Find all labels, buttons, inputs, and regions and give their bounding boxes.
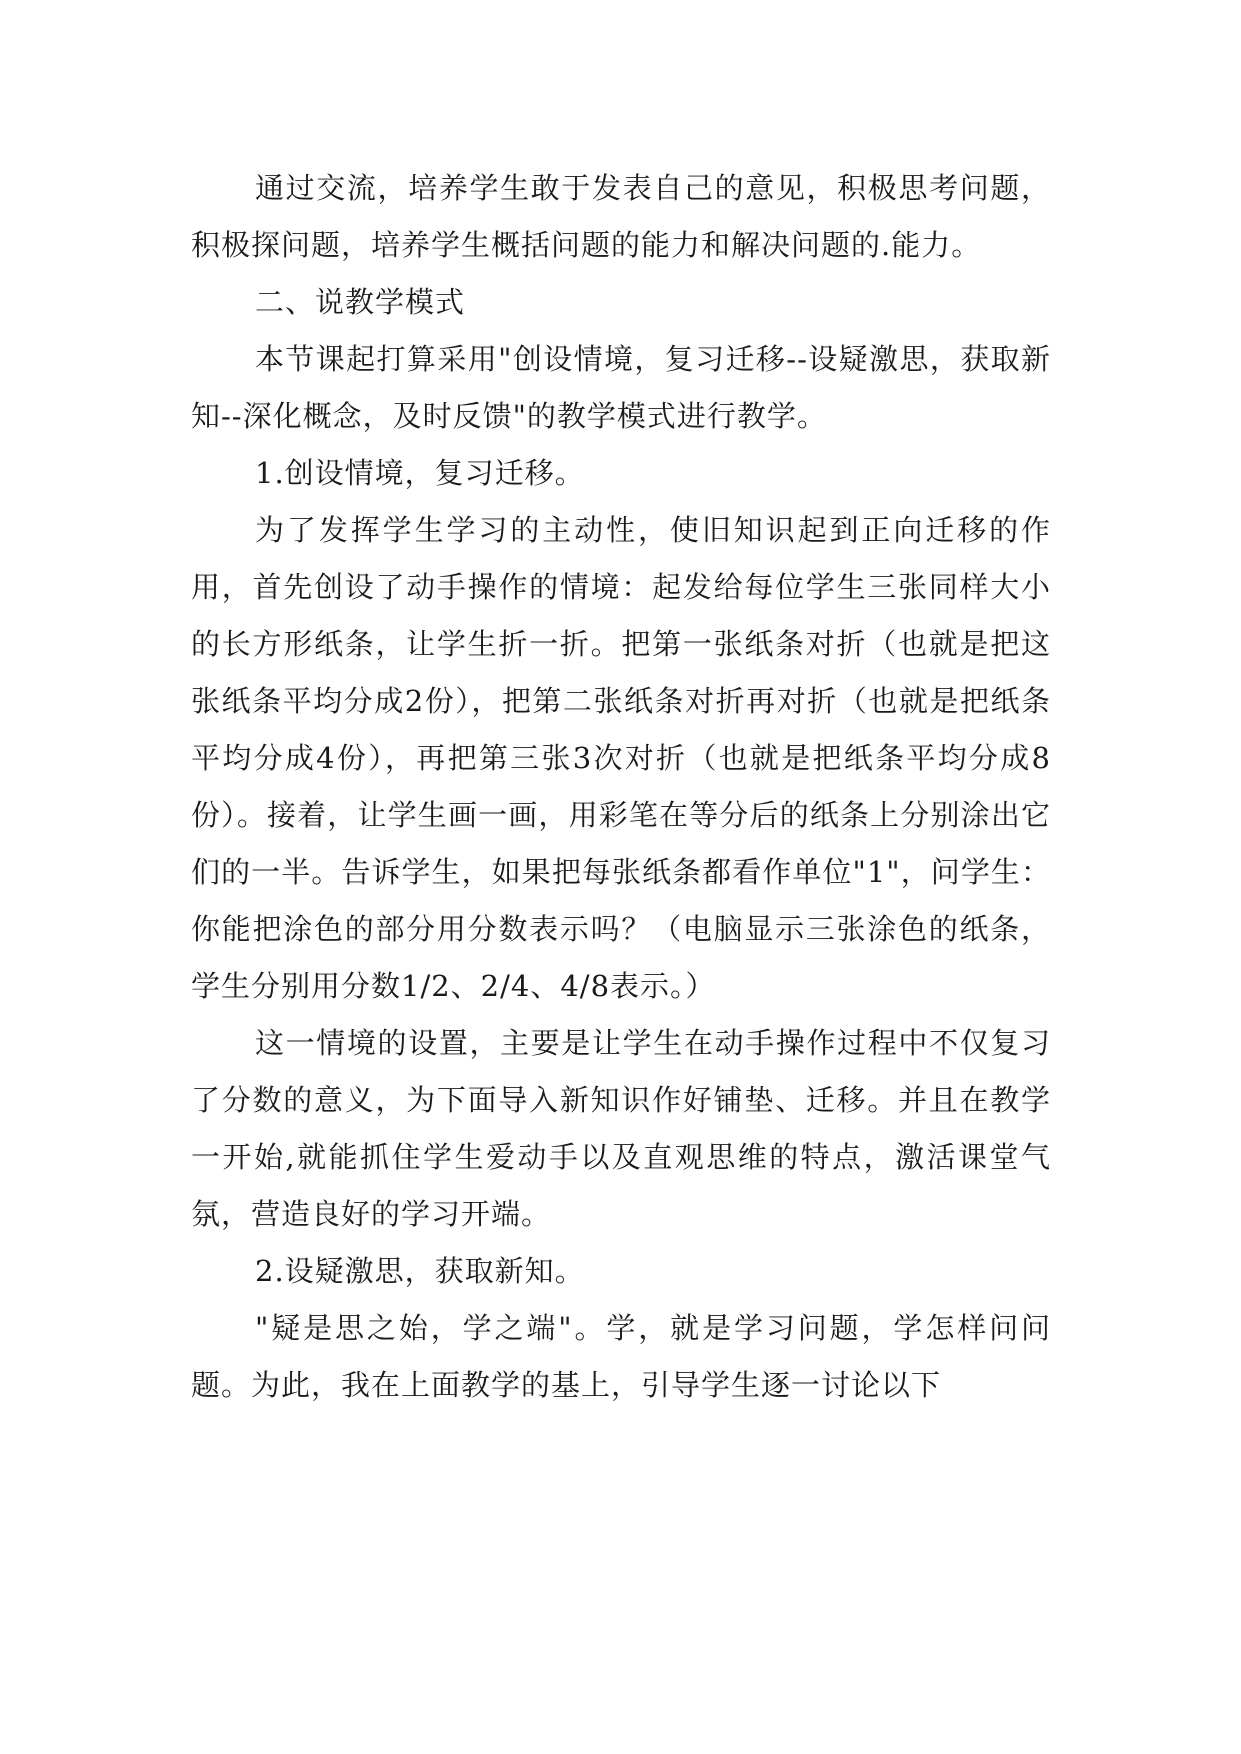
section-heading-teaching-mode: 二、说教学模式: [255, 285, 466, 319]
paragraph-teaching-mode: 本节课起打算采用"创设情境，复习迁移--设疑激思，获取新知--深化概念，及时反馈"的教学模式进行教学。: [191, 342, 1051, 433]
paragraph-step-1-activity: 为了发挥学生学习的主动性，使旧知识起到正向迁移的作用，首先创设了动手操作的情境：起发给每位学生三张同样大小的长方形纸条，让学生折一折。把第一张纸条对折（也就是把这张纸条平均分成2份），把第二张纸条对折再对折（也就是把纸条平均分成4份），再把第三张3次对折（也就是把纸条平均分成8份）。接着，让学生画一画，用彩笔在等分后的纸条上分别涂出它们的一半。告诉学生，如果把每张纸条都看作单位"1"，问学生：你能把涂色的部分用分数表示吗？（电脑显示三张涂色的纸条，学生分别用分数1/2、2/4、4/8表示。）: [191, 513, 1051, 1003]
document-body: [191, 160, 1051, 1414]
subheading-step-2: 2.设疑激思，获取新知。: [255, 1254, 585, 1288]
paragraph-step-2-intro: "疑是思之始，学之端"。学，就是学习问题，学怎样问问题。为此，我在上面教学的基上，引导学生逐一讨论以下: [191, 1311, 1051, 1402]
paragraph-ability-training: 通过交流，培养学生敢于发表自己的意见，积极思考问题，积极探问题，培养学生概括问题的能力和解决问题的.能力。: [191, 171, 1051, 262]
subheading-step-1: 1.创设情境，复习迁移。: [255, 456, 585, 490]
paragraph-step-1-purpose: 这一情境的设置，主要是让学生在动手操作过程中不仅复习了分数的意义，为下面导入新知识作好铺垫、迁移。并且在教学一开始,就能抓住学生爱动手以及直观思维的特点，激活课堂气氛，营造良好的学习开端。: [191, 1026, 1051, 1231]
